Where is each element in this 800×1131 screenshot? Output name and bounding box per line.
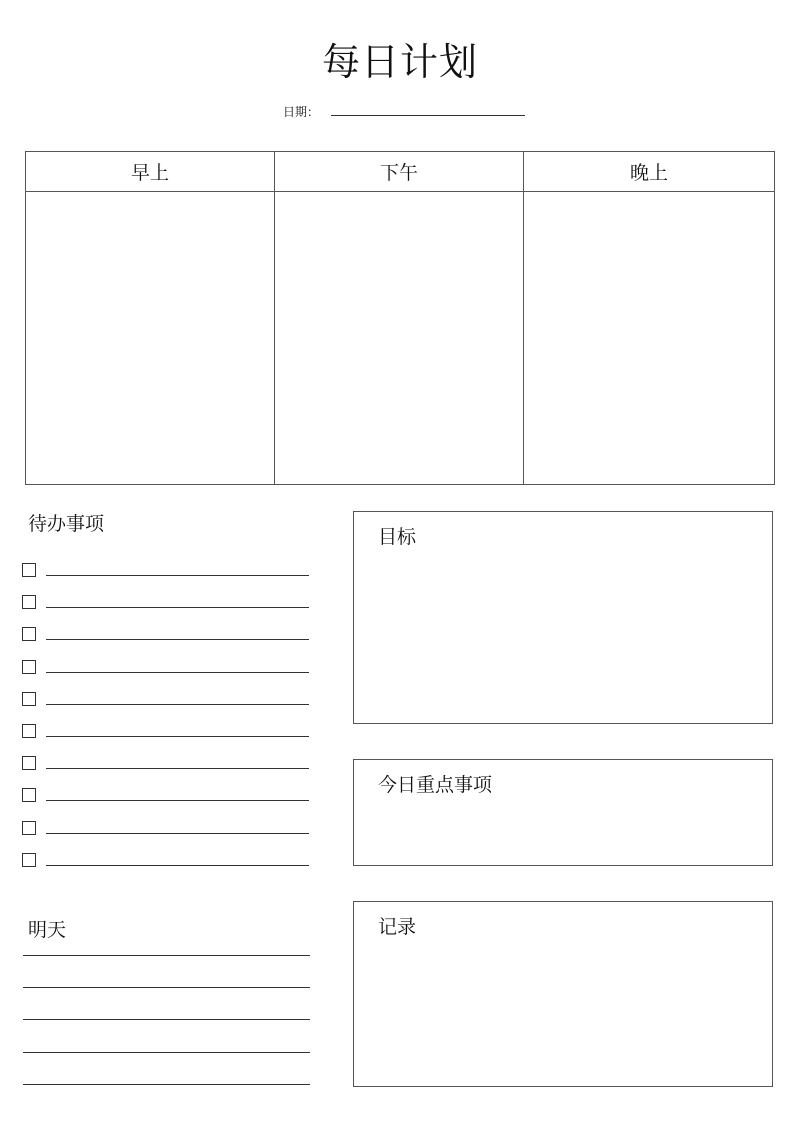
todo-list xyxy=(22,560,312,882)
schedule-cell-morning[interactable] xyxy=(26,192,275,484)
priorities-box[interactable] xyxy=(353,759,773,866)
todo-checkbox[interactable] xyxy=(22,595,36,609)
date-input-line[interactable] xyxy=(331,105,525,116)
schedule-cell-afternoon[interactable] xyxy=(275,192,524,484)
todo-item xyxy=(22,689,312,721)
notes-box[interactable] xyxy=(353,901,773,1087)
todo-item xyxy=(22,592,312,624)
todo-line[interactable] xyxy=(46,736,309,737)
todo-checkbox[interactable] xyxy=(22,788,36,802)
tomorrow-heading: 明天 xyxy=(28,919,67,941)
page-title: 每日计划 xyxy=(321,40,478,84)
schedule-table xyxy=(25,151,775,485)
tomorrow-line[interactable] xyxy=(23,1052,310,1084)
todo-item xyxy=(22,560,312,592)
date-label: 日期： xyxy=(283,105,320,119)
schedule-cell-evening[interactable] xyxy=(524,192,774,484)
tomorrow-line[interactable] xyxy=(23,1019,310,1051)
todo-item xyxy=(22,785,312,817)
todo-checkbox[interactable] xyxy=(22,756,36,770)
schedule-header-afternoon: 下午 xyxy=(275,152,524,192)
tomorrow-line[interactable] xyxy=(23,1084,310,1116)
todo-item xyxy=(22,657,312,689)
todo-item xyxy=(22,721,312,753)
todo-checkbox[interactable] xyxy=(22,692,36,706)
todo-heading: 待办事项 xyxy=(28,513,105,535)
tomorrow-lines xyxy=(23,955,310,1116)
todo-line[interactable] xyxy=(46,704,309,705)
todo-line[interactable] xyxy=(46,672,309,673)
todo-line[interactable] xyxy=(46,768,309,769)
tomorrow-line[interactable] xyxy=(23,955,310,987)
todo-line[interactable] xyxy=(46,639,309,640)
todo-line[interactable] xyxy=(46,865,309,866)
schedule-header-morning: 早上 xyxy=(26,152,275,192)
todo-checkbox[interactable] xyxy=(22,821,36,835)
todo-checkbox[interactable] xyxy=(22,563,36,577)
todo-line[interactable] xyxy=(46,833,309,834)
todo-checkbox[interactable] xyxy=(22,724,36,738)
todo-line[interactable] xyxy=(46,575,309,576)
goals-box[interactable] xyxy=(353,511,773,724)
todo-checkbox[interactable] xyxy=(22,660,36,674)
schedule-header-evening: 晚上 xyxy=(524,152,774,192)
todo-item xyxy=(22,624,312,656)
tomorrow-line[interactable] xyxy=(23,987,310,1019)
todo-item xyxy=(22,818,312,850)
notes-heading: 记录 xyxy=(378,916,417,938)
todo-line[interactable] xyxy=(46,800,309,801)
todo-line[interactable] xyxy=(46,607,309,608)
todo-checkbox[interactable] xyxy=(22,627,36,641)
todo-item xyxy=(22,753,312,785)
goals-heading: 目标 xyxy=(378,526,417,548)
priorities-heading: 今日重点事项 xyxy=(378,774,493,796)
todo-item xyxy=(22,850,312,882)
date-row xyxy=(283,102,525,122)
todo-checkbox[interactable] xyxy=(22,853,36,867)
